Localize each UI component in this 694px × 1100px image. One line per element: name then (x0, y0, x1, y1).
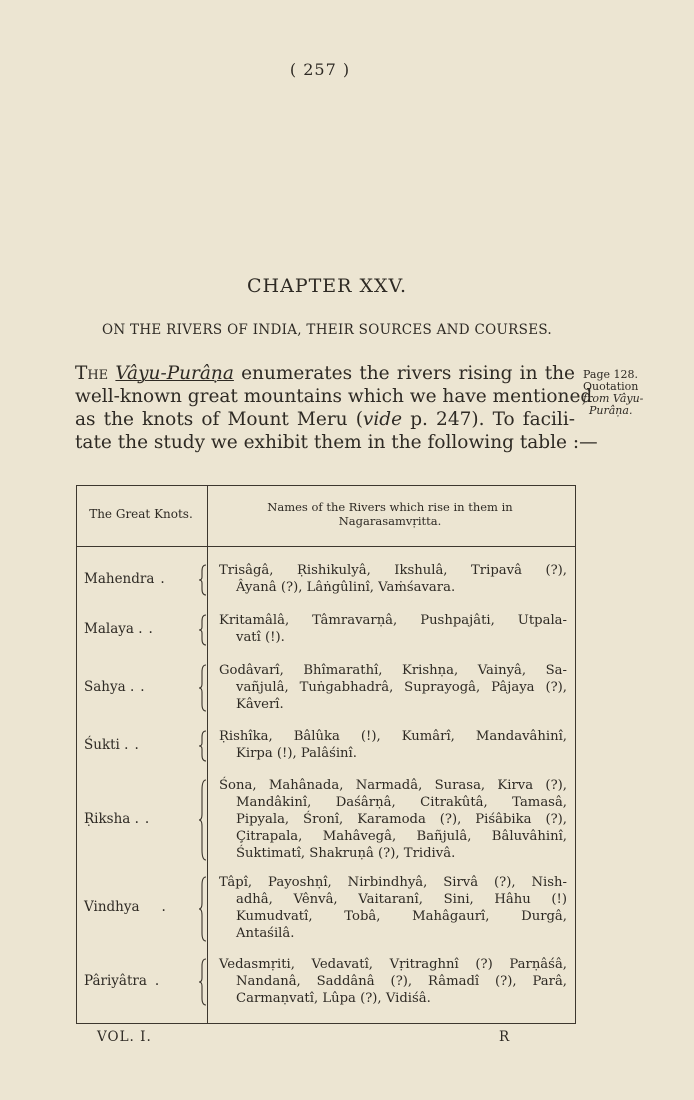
river-line: Çitrapala, Mahâvegâ, Bañjulâ, Bâluvâhinî, (236, 829, 567, 844)
river-list (219, 562, 567, 596)
knot-name: Mahendra . (84, 571, 165, 587)
margin-note-line: Page 128. (583, 368, 639, 381)
brace-icon (196, 613, 212, 647)
brace-icon (196, 875, 212, 943)
river-line: Ṛishîka, Bâlûka (!), Kumârî, Mandavâhinî, (219, 729, 567, 744)
river-line: Kâverî. (236, 697, 284, 712)
river-line: Kumudvatî, Tobâ, Mahâgaurî, Durgâ, (236, 909, 567, 924)
river-line: Nandanâ, Saddânâ (?), Râmadî (?), Parâ, (236, 974, 567, 989)
body-text-span: as the knots of Mount Meru ( (75, 409, 363, 430)
river-line: vañjulâ, Tuṅgabhadrâ, Suprayogâ, Pâjaya (?), (236, 680, 567, 695)
margin-note (583, 369, 653, 417)
body-line: well-known great mountains which we have mentioned (75, 386, 593, 407)
body-paragraph (75, 362, 598, 454)
brace-icon (196, 729, 212, 763)
river-line: Kritamâlâ, Tâmravarṇâ, Pushpajâti, Utpala- (219, 613, 567, 628)
knot-name: Vindhya . (84, 899, 166, 915)
header-rivers-line: Nagarasamvṛitta. (338, 514, 442, 528)
river-line: Śona, Mahânada, Narmadâ, Surasa, Kirva (?), (219, 778, 567, 793)
body-line (75, 362, 575, 385)
river-line: Pipyala, Śronî, Karamoda (?), Piśâbika (?), (236, 812, 567, 827)
river-line: vatî (!). (236, 630, 285, 645)
river-list (219, 874, 567, 942)
table-bottom-rule (76, 1023, 576, 1024)
knot-name: Śukti . . (84, 737, 139, 753)
header-rivers (210, 500, 570, 528)
river-list (219, 956, 567, 1007)
river-list (219, 728, 567, 762)
river-list (219, 777, 567, 862)
river-line: Śuktimatî, Shakruṇâ (?), Tridivâ. (236, 846, 456, 861)
purana-title: Vâyu-Purâṇa (115, 363, 234, 384)
river-line: Kirpa (!), Palâśinî. (236, 746, 357, 761)
river-line: Vedasmṛiti, Vedavatî, Vṛitraghnî (?) Parṇâśâ, (219, 957, 567, 972)
margin-note-line: Quotation (583, 380, 639, 393)
header-rivers-line: Names of the Rivers which rise in them in (267, 500, 513, 514)
brace-icon (196, 778, 212, 862)
header-great-knots: The Great Knots. (89, 507, 193, 521)
margin-note-line: Purâṇa. (589, 404, 633, 417)
river-line: Mandâkinî, Daśârṇâ, Citrakûtâ, Tamasâ, (236, 795, 567, 810)
body-line (75, 408, 575, 431)
river-list (219, 662, 567, 713)
body-text-span: enumerates the rivers rising in the (241, 363, 576, 384)
river-line: Godâvarî, Bhîmarathî, Krishṇa, Vainyâ, Sa- (219, 663, 567, 678)
rivers-table (76, 485, 576, 1025)
river-line: Tâpî, Payoshṇî, Nirbindhyâ, Sirvâ (?), Nish- (219, 875, 567, 890)
vide-italic: vide (362, 409, 403, 430)
footer-volume: VOL. I. (97, 1029, 152, 1045)
table-left-rule (76, 485, 77, 1024)
chapter-subtitle: ON THE RIVERS OF INDIA, THEIR SOURCES AND COURSES. (101, 322, 553, 338)
brace-icon (196, 957, 212, 1007)
knot-name: Ṛiksha . . (84, 811, 150, 827)
table-header-rule (76, 546, 576, 547)
table-top-rule (76, 485, 576, 486)
body-line: tate the study we exhibit them in the following table :— (75, 432, 598, 453)
river-line: adhâ, Vênvâ, Vaitaranî, Sini, Hâhu (!) (236, 892, 567, 907)
river-line: Antaśilâ. (236, 926, 295, 941)
river-line: Âyanâ (?), Lâṅgûlinî, Vaṁśavara. (236, 580, 456, 595)
chapter-title: CHAPTER XXV. (247, 275, 407, 297)
river-line: Carmaṇvatî, Lûpa (?), Vidiśâ. (236, 991, 431, 1006)
knot-name: Malaya . . (84, 621, 153, 637)
table-right-rule (575, 485, 576, 1024)
body-text-span: p. 247). To facili- (410, 409, 575, 430)
brace-icon (196, 563, 212, 597)
brace-icon (196, 663, 212, 713)
first-word: The (75, 363, 109, 384)
footer-signature: R (499, 1029, 510, 1045)
river-list (219, 612, 567, 646)
river-line: Trisâgâ, Ṛishikulyâ, Ikshulâ, Tripavâ (?), (219, 563, 567, 578)
margin-note-line: from Vâyu- (583, 392, 644, 405)
page-number: ( 257 ) (289, 60, 351, 79)
knot-name: Pâriyâtra . (84, 973, 160, 989)
knot-name: Sahya . . (84, 679, 145, 695)
